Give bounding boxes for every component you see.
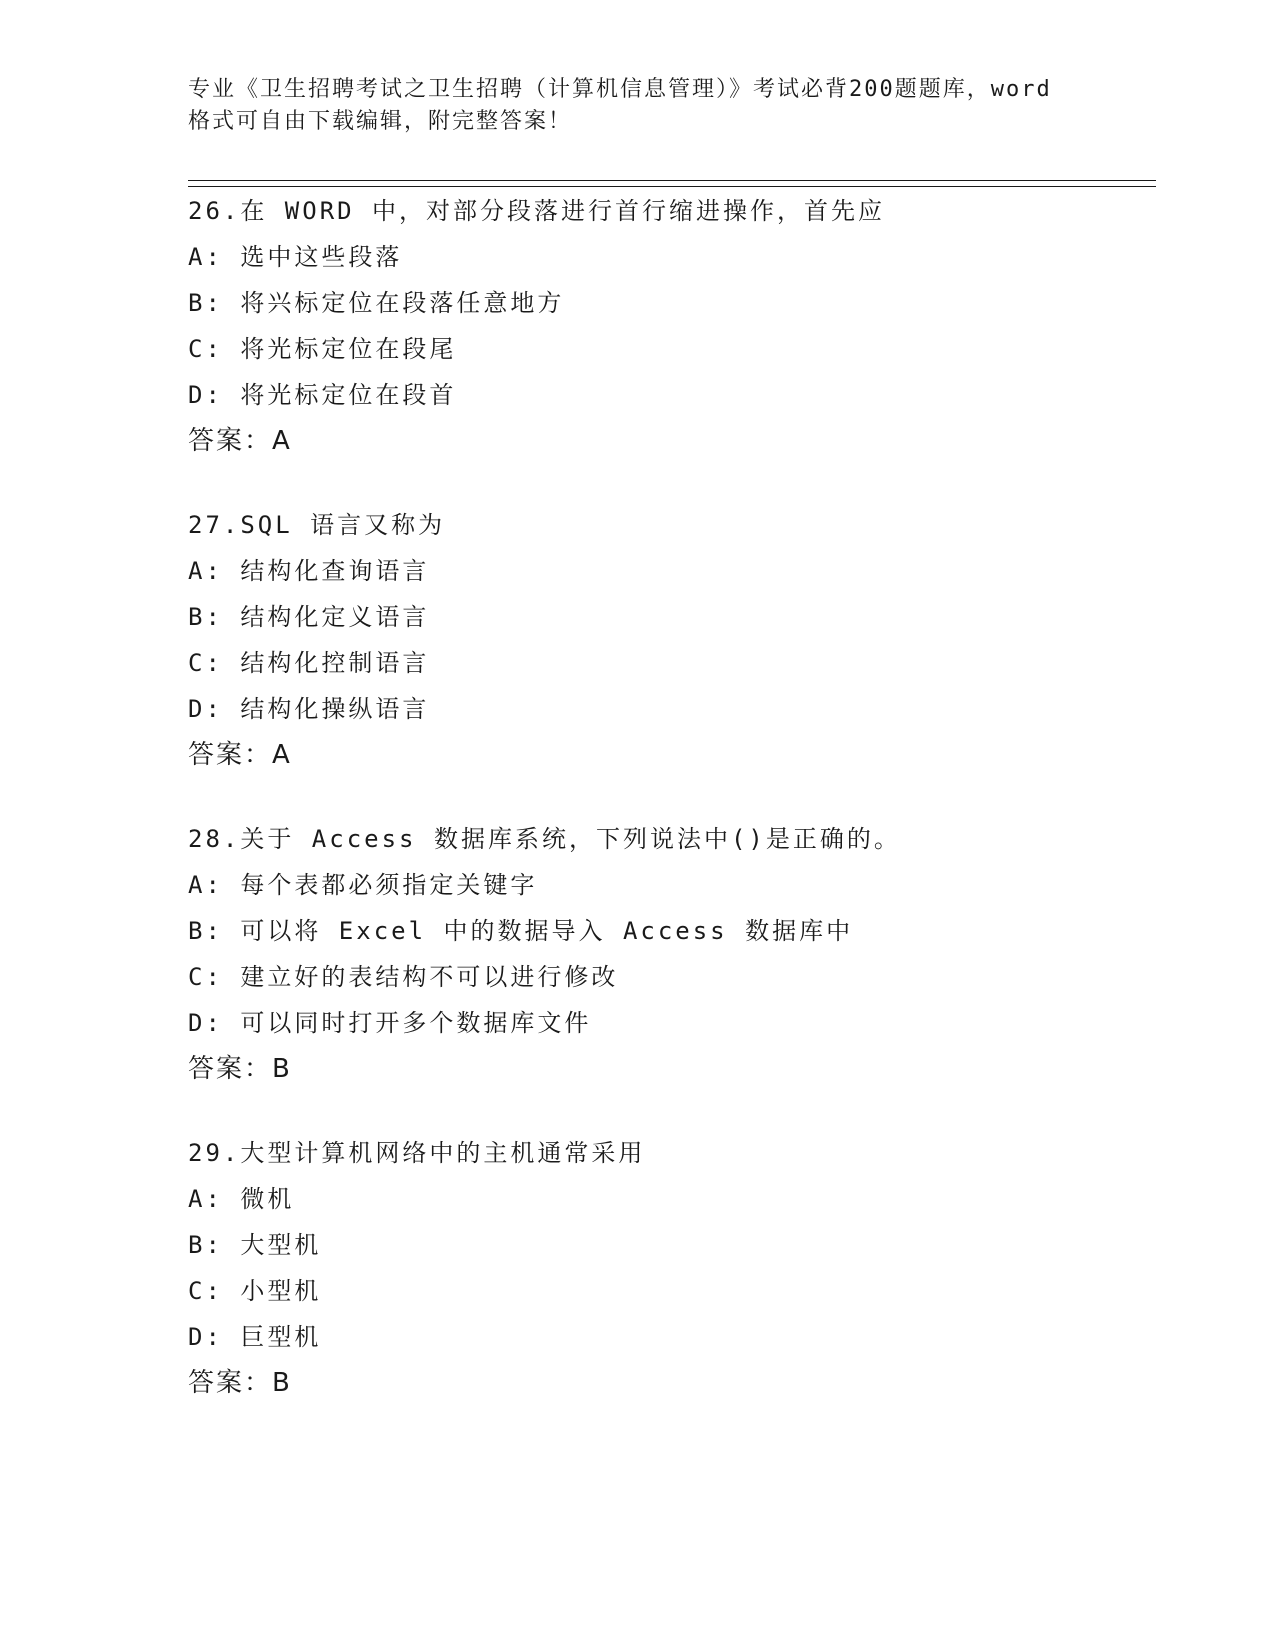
answer-value: B: [272, 1368, 290, 1398]
answer-label: 答案：: [188, 740, 273, 770]
question-text: 26.在 WORD 中，对部分段落进行首行缩进操作，首先应: [188, 197, 886, 225]
answer-value: A: [272, 740, 290, 770]
option-d: D: 巨型机: [188, 1323, 322, 1351]
answer-line: [188, 732, 1148, 778]
question-text: 29.大型计算机网络中的主机通常采用: [188, 1139, 646, 1167]
option-c: C: 建立好的表结构不可以进行修改: [188, 963, 619, 991]
answer-line: [188, 1360, 1148, 1406]
header-line-1: 专业《卫生招聘考试之卫生招聘（计算机信息管理）》考试必背200题题库，word: [188, 77, 1052, 102]
question-29: [188, 1130, 1148, 1406]
option-d: D: 将光标定位在段首: [188, 381, 457, 409]
option-b: B: 结构化定义语言: [188, 603, 430, 631]
question-28: [188, 816, 1148, 1092]
option-b: B: 可以将 Excel 中的数据导入 Access 数据库中: [188, 917, 854, 945]
header-line-2: 格式可自由下载编辑，附完整答案！: [188, 109, 573, 134]
answer-label: 答案：: [188, 1054, 273, 1084]
question-text: 27.SQL 语言又称为: [188, 511, 446, 539]
option-a: A: 每个表都必须指定关键字: [188, 871, 538, 899]
answer-label: 答案：: [188, 1368, 273, 1398]
header-divider: [188, 180, 1156, 187]
question-text: 28.关于 Access 数据库系统，下列说法中()是正确的。: [188, 825, 901, 853]
option-c: C: 结构化控制语言: [188, 649, 430, 677]
option-d: D: 可以同时打开多个数据库文件: [188, 1009, 592, 1037]
option-b: B: 将兴标定位在段落任意地方: [188, 289, 565, 317]
answer-label: 答案：: [188, 426, 273, 456]
answer-line: [188, 1046, 1148, 1092]
question-27: [188, 502, 1148, 778]
question-list: [188, 188, 1148, 1444]
question-26: [188, 188, 1148, 464]
option-a: A: 微机: [188, 1185, 295, 1213]
option-c: C: 小型机: [188, 1277, 322, 1305]
option-b: B: 大型机: [188, 1231, 322, 1259]
option-d: D: 结构化操纵语言: [188, 695, 430, 723]
answer-value: B: [272, 1054, 290, 1084]
option-c: C: 将光标定位在段尾: [188, 335, 457, 363]
option-a: A: 选中这些段落: [188, 243, 403, 271]
option-a: A: 结构化查询语言: [188, 557, 430, 585]
answer-line: [188, 418, 1148, 464]
document-header: [188, 74, 1108, 138]
answer-value: A: [272, 426, 290, 456]
